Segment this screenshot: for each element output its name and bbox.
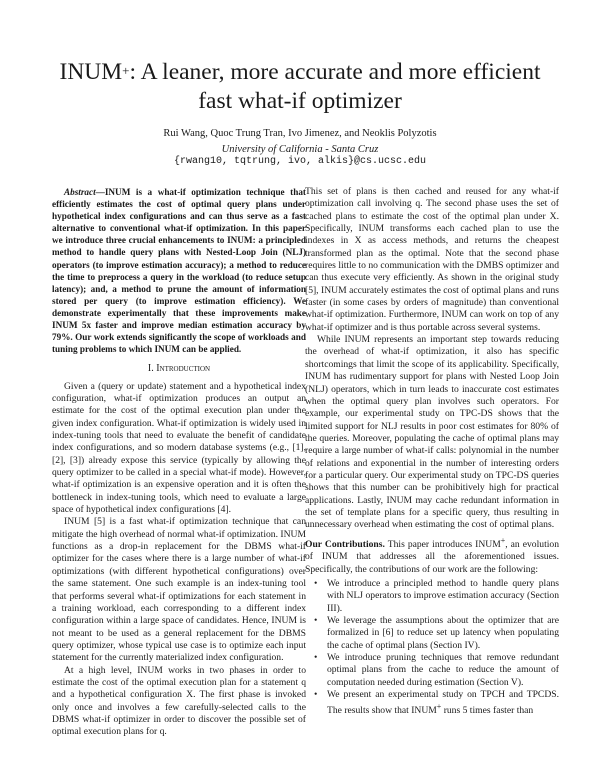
list-item — [305, 689, 559, 718]
title-rest: : A leaner, more accurate and more efficient fast what-if optimizer — [129, 59, 541, 114]
author-list: Rui Wang, Quoc Trung Tran, Ivo Jimenez, and Neoklis Polyzotis — [163, 128, 437, 139]
list-item: • We introduce pruning techniques that remove redundant optimal plans from the cache to reduce the amount of computation needed during estimation (Section V). — [305, 652, 559, 689]
intro-paragraph-4: This set of plans is then cached and reused for any what-if optimization call involving q. The second phase uses the set of cached plans to estimate the cost of the optimal plan under X. Specifically, INUM transforms each cached plan to use the indexes in X as access methods, and returns the cheapest transformed plan as the optimal. Note that the second phase requires little to no communication with the DMBS optimizer and can thus execute very efficiently. As shown in the original study [5], INUM accurately estimates the cost of optimal plans and runs faster (in some cases by orders of magnitude) than conventional what-if optimization. Furthermore, INUM can work on top of any what-if optimizer and is thus portable across several systems. — [305, 186, 559, 333]
intro-paragraph-2: INUM [5] is a fast what-if optimization technique that can mitigate the high overhead of normal what-if optimization. INUM functions as a drop-in replacement for the DBMS what-if optimizer for the cases where there is a large number of what-if optimizations (with different hypothetical configurations) over the same statement. One such example is an index-tuning tool that performs several what-if optimizations for each statement in a training workload, each corresponding to a different index configuration within a large space of candidates. Hence, INUM is not meant to be used as a general replacement for the DBMS query optimizer, whose typical use case is to optimize each input statement for the currently materialized index configuration. — [52, 516, 306, 664]
section-heading-introduction: I. Introduction — [147, 363, 211, 375]
intro-paragraph-3: At a high level, INUM works in two phases in order to estimate the cost of the optimal execution plan for a statement q and a hypothetical configuration X. The first phase is invoked only once and involves a few carefully-selected calls to the DBMS what-if optimizer in order to discover the possible set of optimal execution plans for q. — [52, 664, 306, 738]
left-column — [52, 186, 306, 739]
title-superscript: + — [122, 63, 130, 78]
contributions-paragraph — [305, 535, 559, 576]
right-column — [305, 186, 559, 718]
affiliation: University of California - Santa Cruz — [221, 144, 379, 155]
abstract-text: —INUM is a what-if optimization technique that efficiently estimates the cost of optimal query plans under hypothetical index configurations and can thus serve as a fast alternative to conventional what-if optimization. In this paper we introduce three crucial enhancements to INUM: a principled method to handle query plans with Nested-Loop Join (NLJ) operators (to improve estimation accuracy); a method to reduce the time to preprocess a query in the workload (to reduce setup latency); and, a method to prune the amount of information stored per query (to improve estimation efficiency). We demonstrate experimentally that these improvements make INUM 5x faster and improve median estimation accuracy by 79%. Our work extends significantly the scope of workloads and tuning problems to which INUM can be applied. — [52, 187, 306, 355]
abstract — [52, 186, 306, 355]
list-item-last-b: runs 5 times faster than — [441, 705, 534, 717]
intro-paragraph-5: While INUM represents an important step towards reducing the overhead of what-if optimization, it also has specific shortcomings that limit the scope of its applicability. Specifically, INUM has rudimentary support for plans with Nested Loop Join (NLJ) operators, which in turn leads to inaccurate cost estimates when the optimal query plan involves such operators. For example, our experimental study on TPC-DS shows that the limited support for NLJ results in poor cost estimates for 80% of the queries. Moreover, populating the cache of optimal plans may require a large number of what-if calls: polynomial in the number of relations and exponential in the number of interesting orders for a particular query. Our experimental study on TPC-DS queries shows that this number can be prohibitively high for practical applications. Lastly, INUM may cache redundant information in the set of template plans for a specific query, thus resulting in unnecessary overhead when estimating the cost of optimal plans. — [305, 334, 559, 531]
list-item: • We introduce a principled method to handle query plans with NLJ operators to improve estimation accuracy (Section III). — [305, 578, 559, 615]
contributions-intro-b: , an evolution of INUM that addresses all the aforementioned issues. Specifically, the contributions of our work are the following: — [305, 538, 559, 575]
list-item-last-a: We present an experimental study on TPCH and TPCDS. The results show that INUM — [327, 688, 559, 717]
title-name: INUM — [59, 59, 123, 85]
contributions-intro-a: This paper introduces INUM — [384, 538, 501, 550]
abstract-label: Abstract — [64, 187, 96, 197]
contributions-intro-sup: + — [500, 535, 506, 545]
intro-paragraph-1: Given a (query or update) statement and a hypothetical index configuration, what-if optimization produces an output an estimate for the cost of the optimal execution plan under the given index configuration. What-if optimization is widely used in index-tuning tools that need to evaluate the benefit of candidate index configurations, and so modern database systems (e.g., [1], [2], [3]) already expose this service (typically by allowing the query optimizer to be called in a special what-if mode). However, what-if optimization is an expensive operation and it is often the bottleneck in index-tuning tools, which need to evaluate a large space of hypothetical index configurations [4]. — [52, 380, 306, 516]
contributions-list — [305, 578, 559, 718]
list-item-last-sup: + — [436, 702, 442, 712]
paper-title — [40, 58, 560, 116]
contributions-heading: Our Contributions. — [305, 538, 385, 550]
list-item: • We leverage the assumptions about the optimizer that are formalized in [6] to reduce set up latency when populating the cache of optimal plans (Section IV). — [305, 615, 559, 652]
email-list: {rwang10, tqtrung, ivo, alkis}@cs.ucsc.edu — [173, 156, 427, 167]
